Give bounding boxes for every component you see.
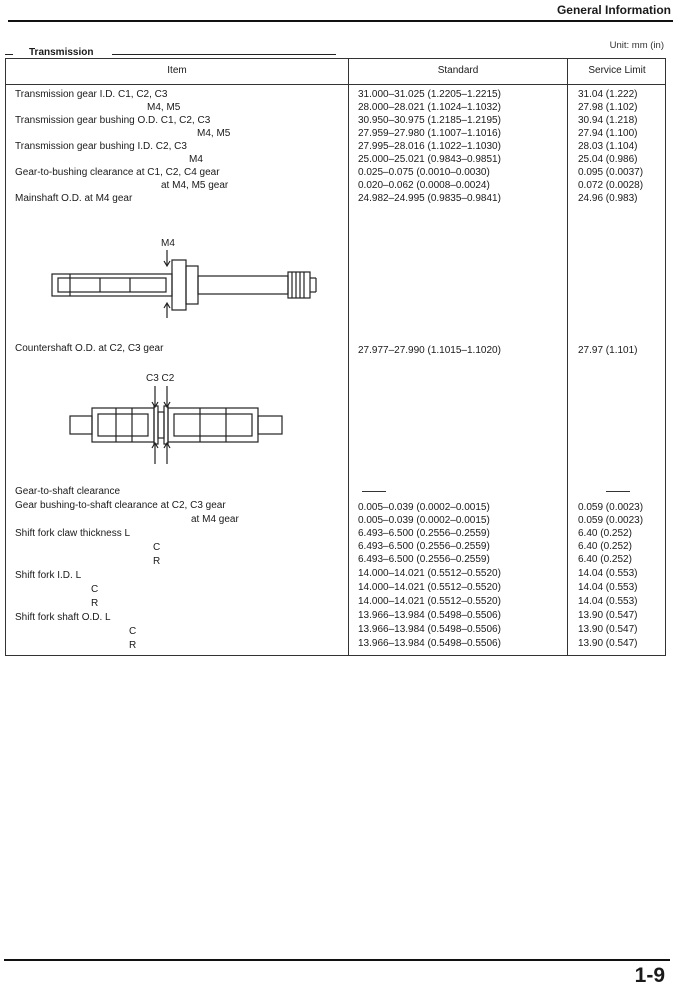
not-applicable-dash xyxy=(362,491,386,492)
table-row-standard: 6.493–6.500 (0.2556–0.2559) xyxy=(358,528,490,539)
table-row-service: 14.04 (0.553) xyxy=(578,568,638,579)
table-row-item: Shift fork I.D. L xyxy=(15,570,82,581)
table-row-item: C xyxy=(91,584,99,595)
table-row-service: 13.90 (0.547) xyxy=(578,624,638,635)
mainshaft-diagram xyxy=(40,232,330,322)
table-row-service: 27.94 (1.100) xyxy=(578,128,638,139)
table-row-service: 24.96 (0.983) xyxy=(578,193,638,204)
table-row-item: Gear-to-bushing clearance at C1, C2, C4 gear xyxy=(15,167,220,178)
table-row-standard: 0.020–0.062 (0.0008–0.0024) xyxy=(358,180,490,191)
table-row-standard: 14.000–14.021 (0.5512–0.5520) xyxy=(358,568,501,579)
table-row-standard: 0.005–0.039 (0.0002–0.0015) xyxy=(358,515,490,526)
table-row-item: C xyxy=(129,626,137,637)
table-row-service: 14.04 (0.553) xyxy=(578,596,638,607)
table-row-standard: 25.000–25.021 (0.9843–0.9851) xyxy=(358,154,501,165)
table-row-standard: 6.493–6.500 (0.2556–0.2559) xyxy=(358,541,490,552)
header-divider xyxy=(6,84,665,85)
table-row-standard: 13.966–13.984 (0.5498–0.5506) xyxy=(358,638,501,649)
not-applicable-dash xyxy=(606,491,630,492)
table-row-standard: 0.005–0.039 (0.0002–0.0015) xyxy=(358,502,490,513)
column-header-standard: Standard xyxy=(437,65,479,76)
table-row-item: Gear-to-shaft clearance xyxy=(15,486,121,497)
table-row-service: 28.03 (1.104) xyxy=(578,141,638,152)
unit-label: Unit: mm (in) xyxy=(609,40,664,51)
table-row-item: R xyxy=(129,640,137,651)
section-title: Transmission xyxy=(13,47,99,58)
table-row-item: at M4, M5 gear xyxy=(161,180,229,191)
page-number: 1-9 xyxy=(634,964,665,987)
table-row-item: C xyxy=(153,542,161,553)
table-row-service: 13.90 (0.547) xyxy=(578,610,638,621)
table-row-standard: 31.000–31.025 (1.2205–1.2215) xyxy=(358,89,501,100)
column-header-service-limit: Service Limit xyxy=(588,65,646,76)
header-rule xyxy=(8,20,673,22)
footer-rule xyxy=(4,959,670,961)
table-row-service: 6.40 (0.252) xyxy=(578,541,632,552)
table-row-standard: 27.995–28.016 (1.1022–1.1030) xyxy=(358,141,501,152)
table-row-standard: 14.000–14.021 (0.5512–0.5520) xyxy=(358,582,501,593)
column-header-item: Item xyxy=(167,65,187,76)
table-row-item: Transmission gear bushing O.D. C1, C2, C3 xyxy=(15,115,211,126)
table-row-item: M4, M5 xyxy=(147,102,181,113)
table-row-item: Shift fork claw thickness L xyxy=(15,528,131,539)
table-row-item: M4, M5 xyxy=(197,128,231,139)
table-row-service: 27.98 (1.102) xyxy=(578,102,638,113)
countershaft-diagram xyxy=(60,368,300,468)
table-row-service: 0.072 (0.0028) xyxy=(578,180,644,191)
spec-table xyxy=(5,58,666,656)
column-divider xyxy=(567,59,568,655)
table-row-standard: 27.959–27.980 (1.1007–1.1016) xyxy=(358,128,501,139)
table-row-standard: 24.982–24.995 (0.9835–0.9841) xyxy=(358,193,501,204)
table-row-standard: 0.025–0.075 (0.0010–0.0030) xyxy=(358,167,490,178)
table-row-standard: 30.950–30.975 (1.2185–1.2195) xyxy=(358,115,501,126)
header-title: General Information xyxy=(556,3,671,17)
table-row-service: 0.059 (0.0023) xyxy=(578,515,644,526)
table-row-service: 14.04 (0.553) xyxy=(578,582,638,593)
table-row-standard: 13.966–13.984 (0.5498–0.5506) xyxy=(358,624,501,635)
table-row-service: 6.40 (0.252) xyxy=(578,528,632,539)
column-divider xyxy=(348,59,349,655)
table-row-service: 0.059 (0.0023) xyxy=(578,502,644,513)
m4-label: M4 xyxy=(161,238,175,249)
table-row-item: Shift fork shaft O.D. L xyxy=(15,612,111,623)
table-row-item: Mainshaft O.D. at M4 gear xyxy=(15,193,133,204)
table-row-item: R xyxy=(153,556,161,567)
table-row-standard: 28.000–28.021 (1.1024–1.1032) xyxy=(358,102,501,113)
table-row-item: Gear bushing-to-shaft clearance at C2, C3 gear xyxy=(15,500,226,511)
table-row-item: at M4 gear xyxy=(191,514,239,525)
table-row-standard: 13.966–13.984 (0.5498–0.5506) xyxy=(358,610,501,621)
table-row-service: 13.90 (0.547) xyxy=(578,638,638,649)
table-row-item: Transmission gear I.D. C1, C2, C3 xyxy=(15,89,168,100)
table-row-item: Countershaft O.D. at C2, C3 gear xyxy=(15,343,164,354)
table-row-standard: 14.000–14.021 (0.5512–0.5520) xyxy=(358,596,501,607)
table-row-service: 31.04 (1.222) xyxy=(578,89,638,100)
table-row-service: 6.40 (0.252) xyxy=(578,554,632,565)
table-row-service: 27.97 (1.101) xyxy=(578,345,638,356)
section-rule-right xyxy=(112,54,336,55)
c3-c2-label: C3 C2 xyxy=(146,373,175,384)
table-row-item: Transmission gear bushing I.D. C2, C3 xyxy=(15,141,187,152)
table-row-service: 30.94 (1.218) xyxy=(578,115,638,126)
table-row-standard: 6.493–6.500 (0.2556–0.2559) xyxy=(358,554,490,565)
table-row-item: R xyxy=(91,598,99,609)
table-row-standard: 27.977–27.990 (1.1015–1.1020) xyxy=(358,345,501,356)
table-row-service: 0.095 (0.0037) xyxy=(578,167,644,178)
table-row-item: M4 xyxy=(189,154,203,165)
table-row-service: 25.04 (0.986) xyxy=(578,154,638,165)
